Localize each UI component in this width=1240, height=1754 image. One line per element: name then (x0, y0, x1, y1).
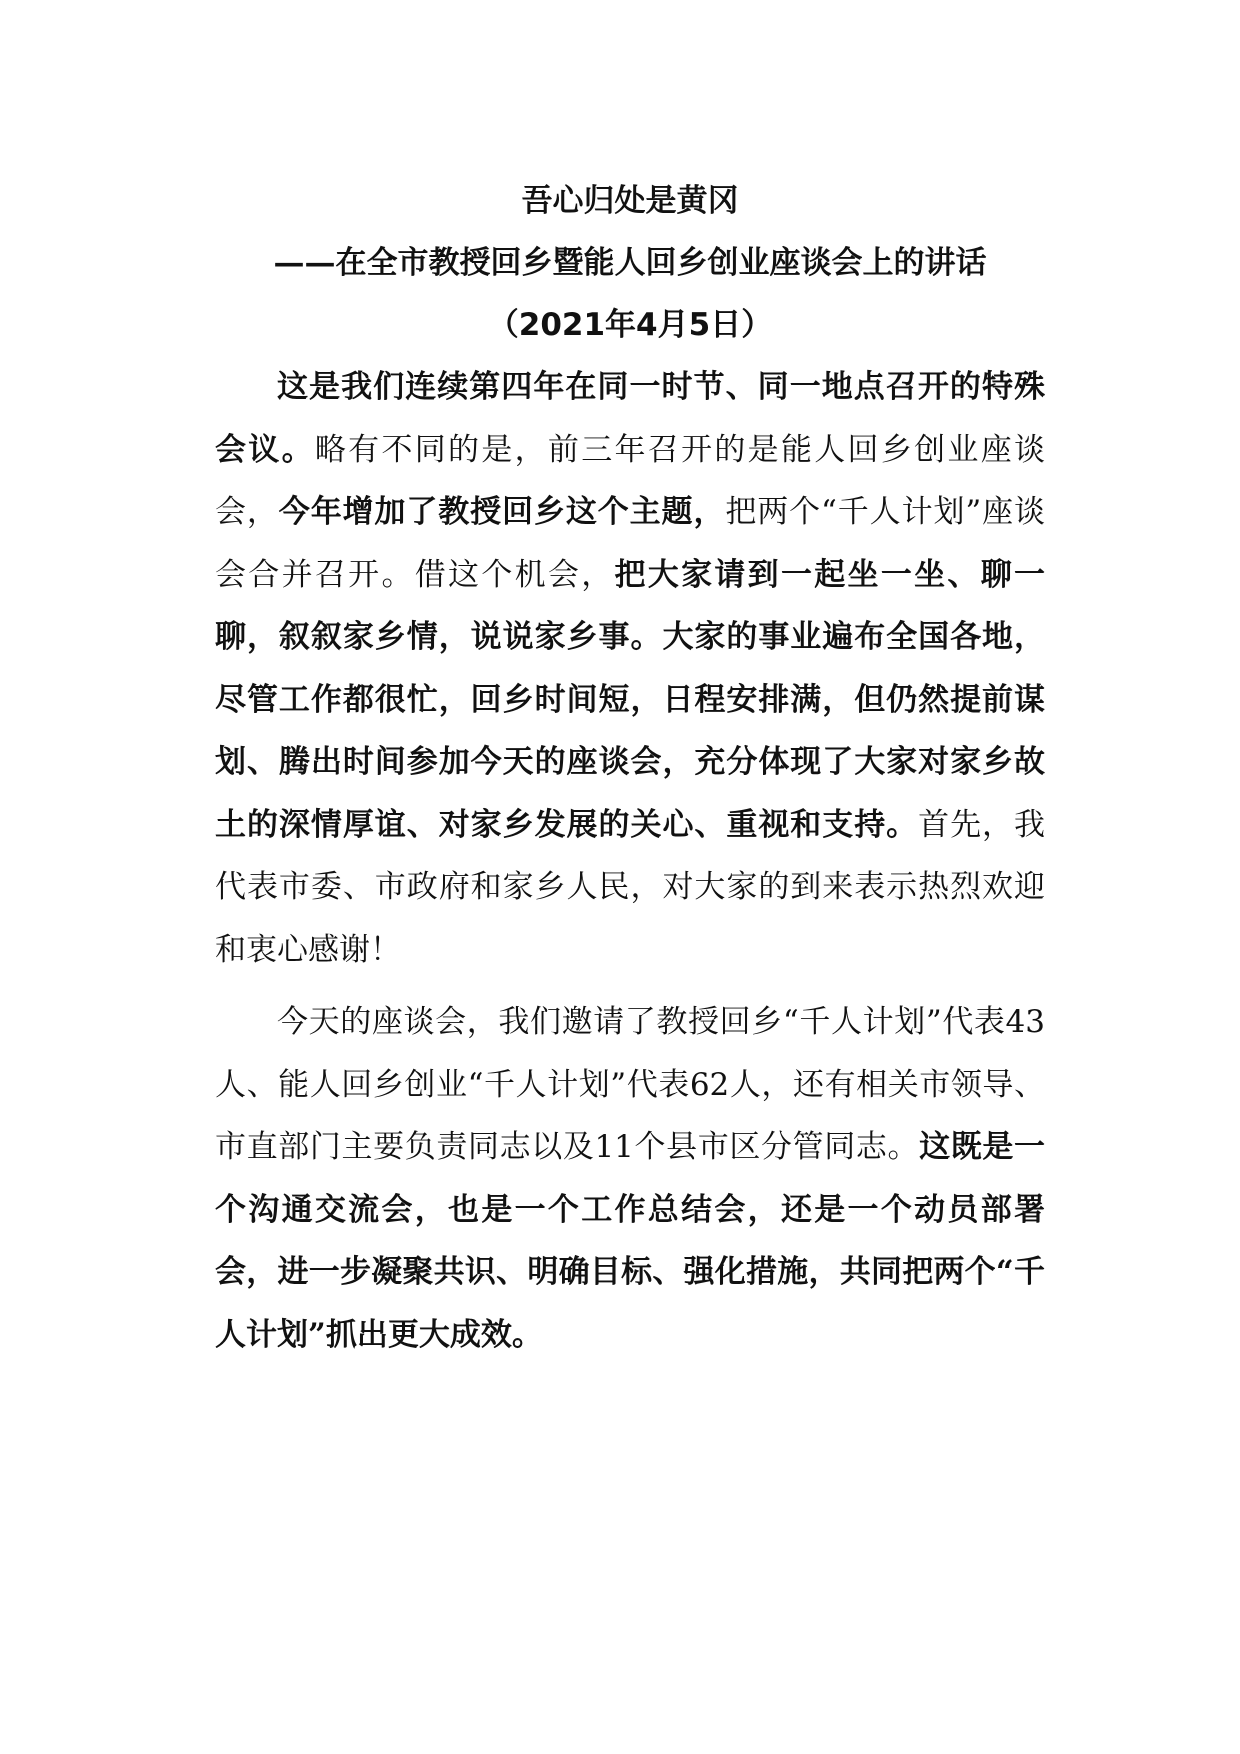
paragraph-1-segment-2: 略有不同的是，前三年召开的是能人回乡创业座谈会， (215, 431, 1045, 530)
document-title: 吾心归处是黄冈 (521, 183, 739, 219)
paragraph-1-segment-3: 今年增加了教授回乡这个主题， (278, 494, 726, 530)
document-page (215, 170, 1045, 1366)
paragraph-1-segment-4: 把两个“千人计划”座谈会合并召开。借这个机会， (215, 494, 1045, 593)
paragraph-1-segment-5: 把大家请到一起坐一坐、聊一聊，叙叙家乡情，说说家乡事。大家的事业遍布全国各地，尽管工作都很忙，回乡时间短，日程安排满，但仍然提前谋划、腾出时间参加今天的座谈会，充分体现了大家对家乡故土的深情厚谊、对家乡发展的关心、重视和支持。 (215, 556, 1045, 843)
paragraph-2-segment-1: 今天的座谈会，我们邀请了教授回乡“千人计划”代表43人、能人回乡创业“千人计划”代表62人，还有相关市领导、市直部门主要负责同志以及11个县市区分管同志。 (215, 1004, 1045, 1165)
document-subtitle: ——在全市教授回乡暨能人回乡创业座谈会上的讲话 (273, 245, 987, 281)
paragraph-1 (215, 356, 1045, 981)
document-date: （2021年4月5日） (487, 307, 773, 343)
paragraph-1-segment-6: 首先，我代表市委、市政府和家乡人民，对大家的到来表示热烈欢迎和衷心感谢！ (215, 806, 1046, 968)
paragraph-1-segment-1: 这是我们连续第四年在同一时节、同一地点召开的特殊会议。 (215, 369, 1045, 468)
paragraph-2-segment-2: 这既是一个沟通交流会，也是一个工作总结会，还是一个动员部署会，进一步凝聚共识、明确目标、强化措施，共同把两个“千人计划”抓出更大成效。 (215, 1129, 1046, 1353)
paragraph-2 (215, 991, 1045, 1366)
